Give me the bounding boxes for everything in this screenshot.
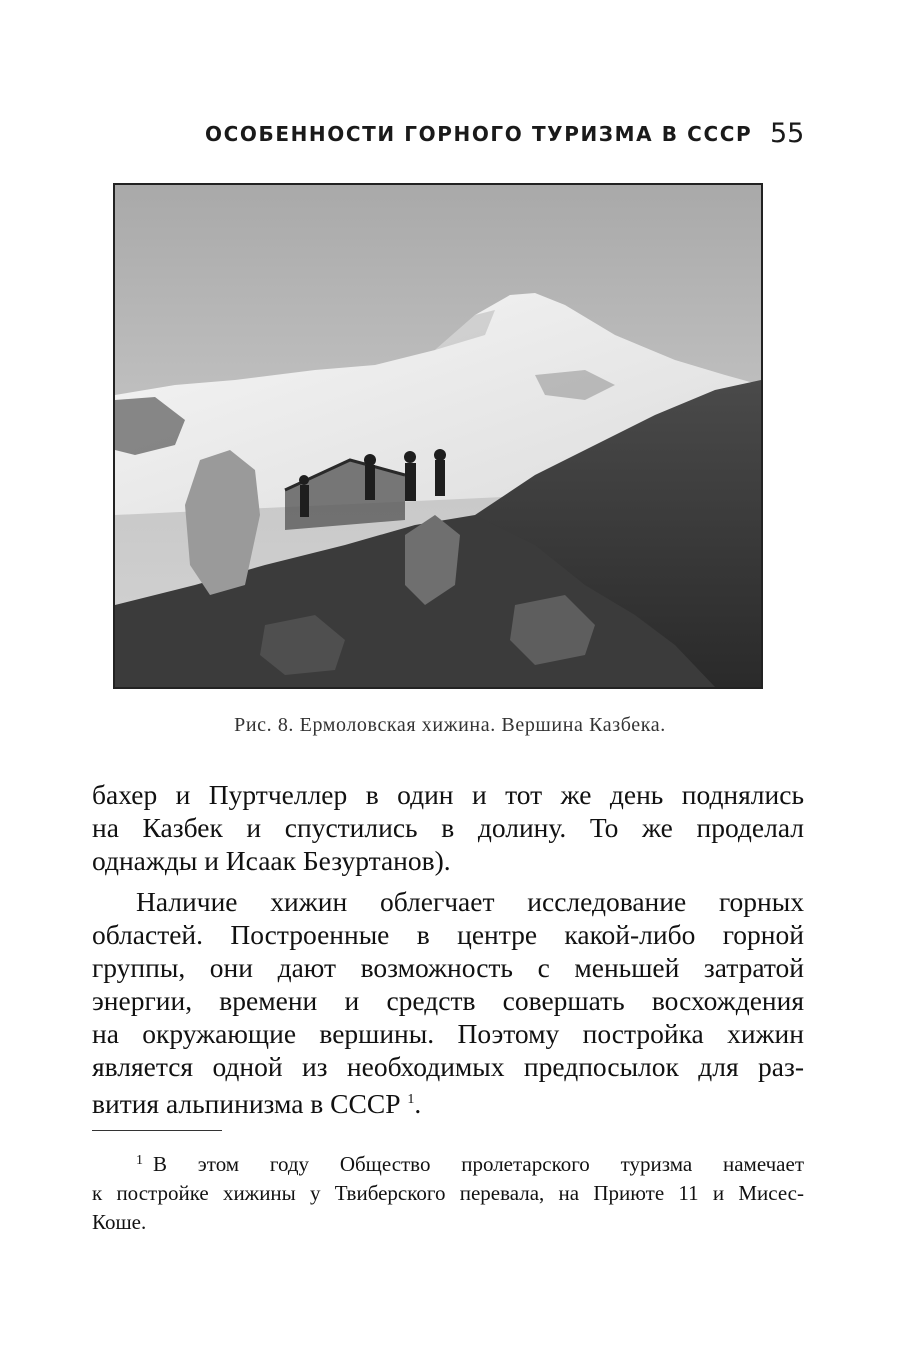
text-line-final — [92, 1083, 804, 1120]
footnote-mark: 1 — [136, 1153, 143, 1168]
text-line: бахер и Пуртчеллер в один и тот же день поднялись — [92, 779, 804, 810]
page-number: 55 — [770, 118, 805, 149]
text-fragment: вития альпинизма в СССР — [92, 1088, 401, 1119]
text-line: Наличие хижин облегчает исследование горных — [136, 886, 804, 917]
text-fragment: . — [414, 1088, 422, 1119]
footnote-reference: 1 — [407, 1092, 415, 1107]
text-line: является одной из необходимых предпосылок для раз- — [92, 1051, 804, 1082]
footnotes — [92, 1146, 804, 1237]
footnote-text: В этом году Общество пролетарского туризма намечает — [153, 1152, 804, 1176]
text-line: на окружающие вершины. Поэтому постройка хижин — [92, 1018, 804, 1049]
text-line: на Казбек и спустились в долину. То же проделал — [92, 812, 804, 843]
text-line: однажды и Исаак Безуртанов). — [92, 845, 451, 876]
footnote-divider — [92, 1130, 222, 1131]
running-title: ОСОБЕННОСТИ ГОРНОГО ТУРИЗМА В СССР — [205, 122, 753, 146]
footnote-line: к постройке хижины у Твиберского перевала, на Приюте 11 и Мисес- — [92, 1181, 804, 1205]
footnote-line — [92, 1146, 804, 1179]
figure-photo — [113, 183, 763, 689]
text-line: группы, они дают возможность с меньшей затратой — [92, 952, 804, 983]
text-line: областей. Построенные в центре какой-либо горной — [92, 919, 804, 950]
text-line: энергии, времени и средств совершать восхождения — [92, 985, 804, 1016]
body-text — [92, 778, 804, 1120]
figure-caption: Рис. 8. Ермоловская хижина. Вершина Казбека. — [234, 714, 666, 736]
footnote-line: Коше. — [92, 1210, 147, 1234]
